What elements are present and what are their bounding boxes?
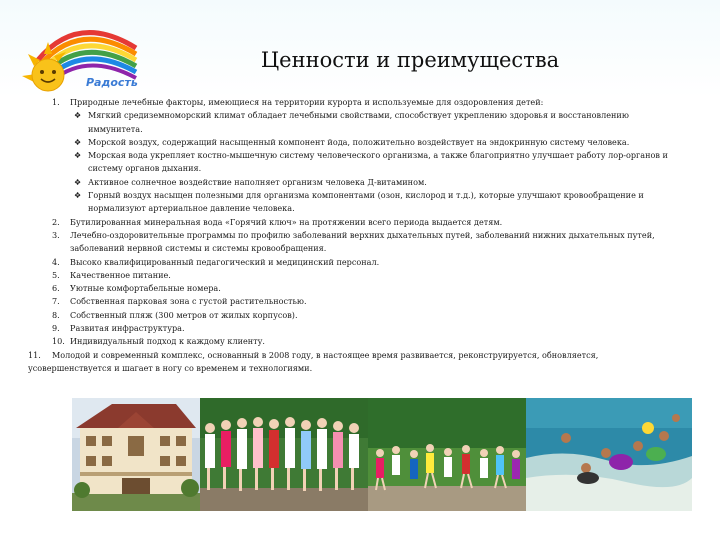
list-item-number: 7.: [52, 296, 60, 307]
list-item-text: Собственная парковая зона с густой растительностью.: [70, 296, 307, 307]
sub-list-item-text: Активное солнечное воздействие наполняет организм человека Д-витамином.: [88, 176, 427, 187]
list-item: [52, 282, 672, 295]
sub-list-item: [52, 136, 672, 149]
sub-list-item-text: Морской воздух, содержащий насыщенный компонент йода, положительно воздействует на эндокринную систему человека.: [88, 136, 630, 147]
list-item: [52, 335, 672, 348]
list-item: [52, 269, 672, 282]
list-item-number: 2.: [52, 216, 60, 227]
list-item-text: Уютные комфортабельные номера.: [70, 283, 221, 294]
list-item-number: 3.: [52, 229, 60, 240]
sub-list-item: [52, 189, 672, 216]
list-item: [52, 216, 672, 229]
list-item: [52, 309, 672, 322]
sub-list-item: [52, 176, 672, 189]
list-item: [52, 322, 672, 335]
sub-list-item-text: Горный воздух насыщен полезными для организма компонентами (озон, кислород и т.д.), которые улучшают кровообращение и нормализуют артериальное давление человека.: [88, 190, 644, 214]
list-item-number: 11.: [28, 349, 41, 360]
list-item-number: 10.: [52, 336, 65, 347]
list-item: [52, 256, 672, 269]
list-item-number: 1.: [52, 97, 60, 107]
list-item-number: 5.: [52, 269, 60, 280]
logo-caption: Радость: [86, 76, 138, 89]
diamond-bullet-icon: ❖: [74, 191, 82, 201]
sub-list-item: [52, 109, 672, 136]
photo-strip: [72, 398, 692, 511]
sub-list-item: [52, 149, 672, 176]
list-item: [52, 229, 672, 256]
list-item-number: 8.: [52, 309, 60, 320]
list-item-text: Высоко квалифицированный педагогический и медицинский персонал.: [70, 256, 380, 267]
list-item-text: Развитая инфраструктура.: [70, 323, 185, 334]
list-item-text: Молодой и современный комплекс, основанный в 2008 году, в настоящее время развивается, реконструируется, обновляется, усовершенствуется и шагает в ногу со временем и технологиями.: [28, 349, 599, 373]
sub-list-item-text: Мягкий средиземноморский климат обладает лечебными свойствами, способствует укреплению здоровья и восстановлению иммунитета.: [88, 110, 629, 134]
diamond-bullet-icon: ❖: [74, 111, 82, 121]
list-item-text: Лечебно-оздоровительные программы по профилю заболеваний верхних дыхательных путей, заболеваний нижних дыхательных путей, заболеваний нервной системы и системы кровообращения.: [70, 229, 655, 254]
sub-list-item-text: Морская вода укрепляет костно-мышечную систему человеческого организма, а также благоприятно улучшает работу лор-органов и систему органов дыхания.: [88, 150, 668, 174]
list-item-number: 9.: [52, 323, 60, 334]
diamond-bullet-icon: ❖: [74, 151, 82, 161]
children-sea-photo: [526, 398, 692, 511]
children-group-photo: [200, 398, 368, 511]
list-item-text: Бутилированная минеральная вода «Горячий ключ» на протяжении всего периода выдается детям.: [70, 216, 503, 227]
radost-logo: [8, 20, 138, 100]
list-item: [52, 96, 672, 109]
list-item-text: Индивидуальный подход к каждому клиенту.: [70, 336, 265, 347]
list-item-text: Качественное питание.: [70, 269, 171, 280]
list-item: [28, 349, 672, 376]
advantages-list: [28, 96, 672, 375]
diamond-bullet-icon: ❖: [74, 137, 82, 147]
list-item-number: 4.: [52, 256, 60, 267]
list-item-number: 6.: [52, 283, 60, 294]
list-item-text: Природные лечебные факторы, имеющиеся на территории курорта и используемые для оздоровления детей:: [70, 97, 544, 107]
list-item-text: Собственный пляж (300 метров от жилых корпусов).: [70, 309, 298, 320]
building-photo: [72, 398, 200, 511]
page-title: Ценности и преимущества: [260, 48, 560, 72]
diamond-bullet-icon: ❖: [74, 177, 82, 187]
list-item: [52, 295, 672, 308]
children-running-photo: [368, 398, 526, 511]
